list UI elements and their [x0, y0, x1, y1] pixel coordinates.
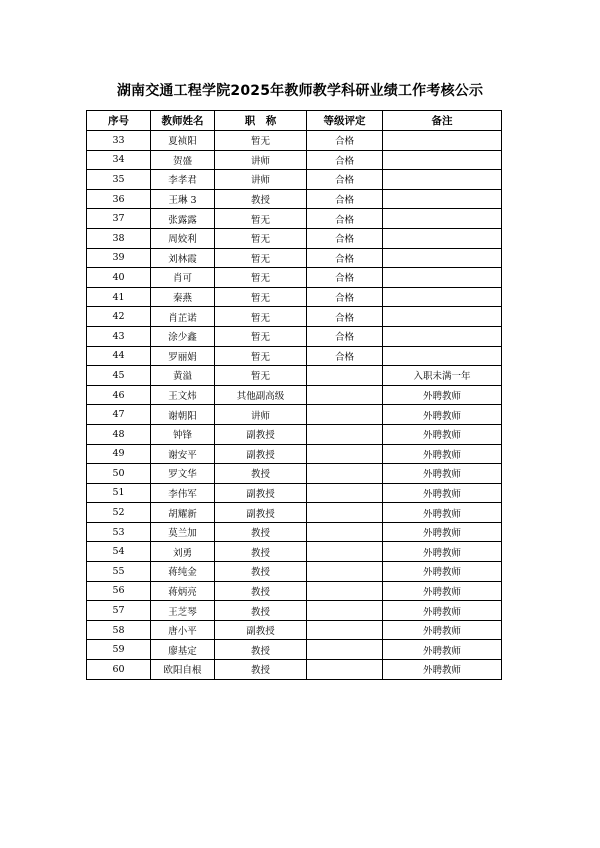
cell-title: 教授: [215, 562, 307, 582]
cell-remark: 外聘教师: [383, 503, 502, 523]
table-row: [87, 346, 502, 366]
cell-title: 教授: [215, 601, 307, 621]
page-title: 湖南交通工程学院2025年教师教学科研业绩工作考核公示: [116, 83, 484, 99]
cell-remark: 外聘教师: [383, 483, 502, 503]
cell-grade: [307, 620, 383, 640]
table-body: [87, 131, 502, 680]
cell-index: 45: [87, 366, 151, 386]
cell-remark: 外聘教师: [383, 601, 502, 621]
cell-grade: [307, 444, 383, 464]
cell-index: 57: [87, 601, 151, 621]
cell-index: 42: [87, 307, 151, 327]
table-row: [87, 366, 502, 386]
cell-title: 暂无: [215, 209, 307, 229]
cell-title: 暂无: [215, 326, 307, 346]
cell-title: 讲师: [215, 170, 307, 190]
cell-remark: 外聘教师: [383, 522, 502, 542]
cell-teacher-name: 张露露: [151, 209, 215, 229]
cell-index: 46: [87, 385, 151, 405]
cell-remark: 外聘教师: [383, 620, 502, 640]
header-title: 职 称: [215, 111, 307, 131]
table-row: [87, 640, 502, 660]
cell-remark: [383, 209, 502, 229]
cell-grade: [307, 581, 383, 601]
cell-title: 其他副高级: [215, 385, 307, 405]
table-row: [87, 620, 502, 640]
cell-teacher-name: 王文炜: [151, 385, 215, 405]
cell-title: 讲师: [215, 405, 307, 425]
cell-grade: 合格: [307, 189, 383, 209]
cell-index: 39: [87, 248, 151, 268]
cell-title: 暂无: [215, 248, 307, 268]
cell-title: 教授: [215, 464, 307, 484]
cell-index: 44: [87, 346, 151, 366]
cell-teacher-name: 肖可: [151, 268, 215, 288]
table-row: [87, 522, 502, 542]
cell-grade: 合格: [307, 326, 383, 346]
cell-grade: [307, 385, 383, 405]
cell-teacher-name: 罗文华: [151, 464, 215, 484]
cell-teacher-name: 贺盛: [151, 150, 215, 170]
cell-grade: 合格: [307, 248, 383, 268]
cell-title: 副教授: [215, 503, 307, 523]
cell-teacher-name: 李孝君: [151, 170, 215, 190]
table-row: [87, 131, 502, 151]
cell-index: 51: [87, 483, 151, 503]
cell-remark: [383, 287, 502, 307]
cell-index: 38: [87, 228, 151, 248]
table-row: [87, 268, 502, 288]
cell-remark: [383, 170, 502, 190]
table-row: [87, 287, 502, 307]
cell-teacher-name: 蒋纯金: [151, 562, 215, 582]
table-row: [87, 209, 502, 229]
cell-index: 58: [87, 620, 151, 640]
cell-teacher-name: 廖基定: [151, 640, 215, 660]
cell-index: 53: [87, 522, 151, 542]
cell-teacher-name: 黄溢: [151, 366, 215, 386]
cell-grade: [307, 483, 383, 503]
cell-grade: [307, 424, 383, 444]
cell-remark: 外聘教师: [383, 444, 502, 464]
table-row: [87, 307, 502, 327]
table-row: [87, 189, 502, 209]
table-row: [87, 385, 502, 405]
table-row: [87, 660, 502, 680]
table-row: [87, 542, 502, 562]
table-row: [87, 581, 502, 601]
cell-teacher-name: 刘勇: [151, 542, 215, 562]
table-row: [87, 170, 502, 190]
cell-grade: [307, 522, 383, 542]
cell-remark: [383, 307, 502, 327]
cell-index: 60: [87, 660, 151, 680]
table-row: [87, 326, 502, 346]
table-header-row: [87, 111, 502, 131]
table-row: [87, 424, 502, 444]
cell-title: 暂无: [215, 307, 307, 327]
cell-remark: 入职未满一年: [383, 366, 502, 386]
evaluation-table: [86, 110, 502, 680]
cell-title: 教授: [215, 542, 307, 562]
cell-title: 教授: [215, 189, 307, 209]
table-row: [87, 562, 502, 582]
cell-remark: 外聘教师: [383, 464, 502, 484]
cell-grade: 合格: [307, 307, 383, 327]
cell-grade: 合格: [307, 209, 383, 229]
cell-index: 56: [87, 581, 151, 601]
cell-title: 暂无: [215, 346, 307, 366]
cell-index: 59: [87, 640, 151, 660]
table-row: [87, 601, 502, 621]
cell-remark: 外聘教师: [383, 424, 502, 444]
cell-remark: 外聘教师: [383, 385, 502, 405]
cell-teacher-name: 周姣利: [151, 228, 215, 248]
cell-index: 50: [87, 464, 151, 484]
cell-remark: [383, 248, 502, 268]
cell-grade: 合格: [307, 268, 383, 288]
cell-index: 36: [87, 189, 151, 209]
cell-grade: 合格: [307, 170, 383, 190]
cell-teacher-name: 莫兰加: [151, 522, 215, 542]
cell-teacher-name: 唐小平: [151, 620, 215, 640]
cell-remark: [383, 326, 502, 346]
cell-remark: 外聘教师: [383, 542, 502, 562]
cell-title: 副教授: [215, 620, 307, 640]
cell-title: 副教授: [215, 483, 307, 503]
cell-title: 副教授: [215, 444, 307, 464]
cell-index: 40: [87, 268, 151, 288]
cell-grade: [307, 601, 383, 621]
cell-teacher-name: 欧阳自根: [151, 660, 215, 680]
cell-grade: 合格: [307, 346, 383, 366]
cell-remark: [383, 346, 502, 366]
cell-teacher-name: 肖芷诺: [151, 307, 215, 327]
cell-teacher-name: 涂少鑫: [151, 326, 215, 346]
cell-teacher-name: 李伟军: [151, 483, 215, 503]
cell-teacher-name: 钟锋: [151, 424, 215, 444]
cell-remark: [383, 150, 502, 170]
cell-grade: [307, 640, 383, 660]
cell-grade: [307, 660, 383, 680]
cell-teacher-name: 夏祯阳: [151, 131, 215, 151]
cell-grade: 合格: [307, 228, 383, 248]
table-row: [87, 503, 502, 523]
cell-title: 暂无: [215, 228, 307, 248]
cell-title: 教授: [215, 522, 307, 542]
cell-teacher-name: 谢安平: [151, 444, 215, 464]
cell-index: 54: [87, 542, 151, 562]
cell-title: 讲师: [215, 150, 307, 170]
cell-index: 34: [87, 150, 151, 170]
table-row: [87, 150, 502, 170]
cell-index: 33: [87, 131, 151, 151]
header-teacher-name: 教师姓名: [151, 111, 215, 131]
cell-index: 43: [87, 326, 151, 346]
cell-title: 教授: [215, 660, 307, 680]
cell-grade: [307, 562, 383, 582]
cell-teacher-name: 胡耀新: [151, 503, 215, 523]
table-row: [87, 405, 502, 425]
cell-index: 35: [87, 170, 151, 190]
table-row: [87, 248, 502, 268]
cell-grade: [307, 542, 383, 562]
cell-title: 暂无: [215, 131, 307, 151]
table-row: [87, 444, 502, 464]
cell-teacher-name: 谢朝阳: [151, 405, 215, 425]
cell-remark: [383, 189, 502, 209]
cell-grade: [307, 405, 383, 425]
cell-title: 暂无: [215, 287, 307, 307]
cell-index: 37: [87, 209, 151, 229]
cell-remark: 外聘教师: [383, 562, 502, 582]
cell-remark: [383, 268, 502, 288]
cell-remark: 外聘教师: [383, 640, 502, 660]
cell-teacher-name: 罗丽娟: [151, 346, 215, 366]
cell-index: 55: [87, 562, 151, 582]
cell-remark: [383, 131, 502, 151]
cell-index: 49: [87, 444, 151, 464]
cell-teacher-name: 秦燕: [151, 287, 215, 307]
cell-title: 教授: [215, 581, 307, 601]
cell-grade: 合格: [307, 131, 383, 151]
cell-remark: 外聘教师: [383, 660, 502, 680]
cell-index: 47: [87, 405, 151, 425]
header-remark: 备注: [383, 111, 502, 131]
cell-title: 暂无: [215, 366, 307, 386]
cell-index: 41: [87, 287, 151, 307]
cell-remark: [383, 228, 502, 248]
cell-grade: 合格: [307, 150, 383, 170]
header-grade: 等级评定: [307, 111, 383, 131]
table-row: [87, 228, 502, 248]
cell-remark: 外聘教师: [383, 405, 502, 425]
cell-teacher-name: 王芝琴: [151, 601, 215, 621]
cell-grade: [307, 503, 383, 523]
cell-grade: [307, 464, 383, 484]
cell-teacher-name: 蒋炳亮: [151, 581, 215, 601]
cell-index: 52: [87, 503, 151, 523]
cell-grade: 合格: [307, 287, 383, 307]
cell-index: 48: [87, 424, 151, 444]
cell-title: 教授: [215, 640, 307, 660]
table-row: [87, 483, 502, 503]
cell-remark: 外聘教师: [383, 581, 502, 601]
header-index: 序号: [87, 111, 151, 131]
cell-teacher-name: 刘林霞: [151, 248, 215, 268]
cell-title: 暂无: [215, 268, 307, 288]
cell-title: 副教授: [215, 424, 307, 444]
cell-grade: [307, 366, 383, 386]
table-row: [87, 464, 502, 484]
cell-teacher-name: 王琳 3: [151, 189, 215, 209]
